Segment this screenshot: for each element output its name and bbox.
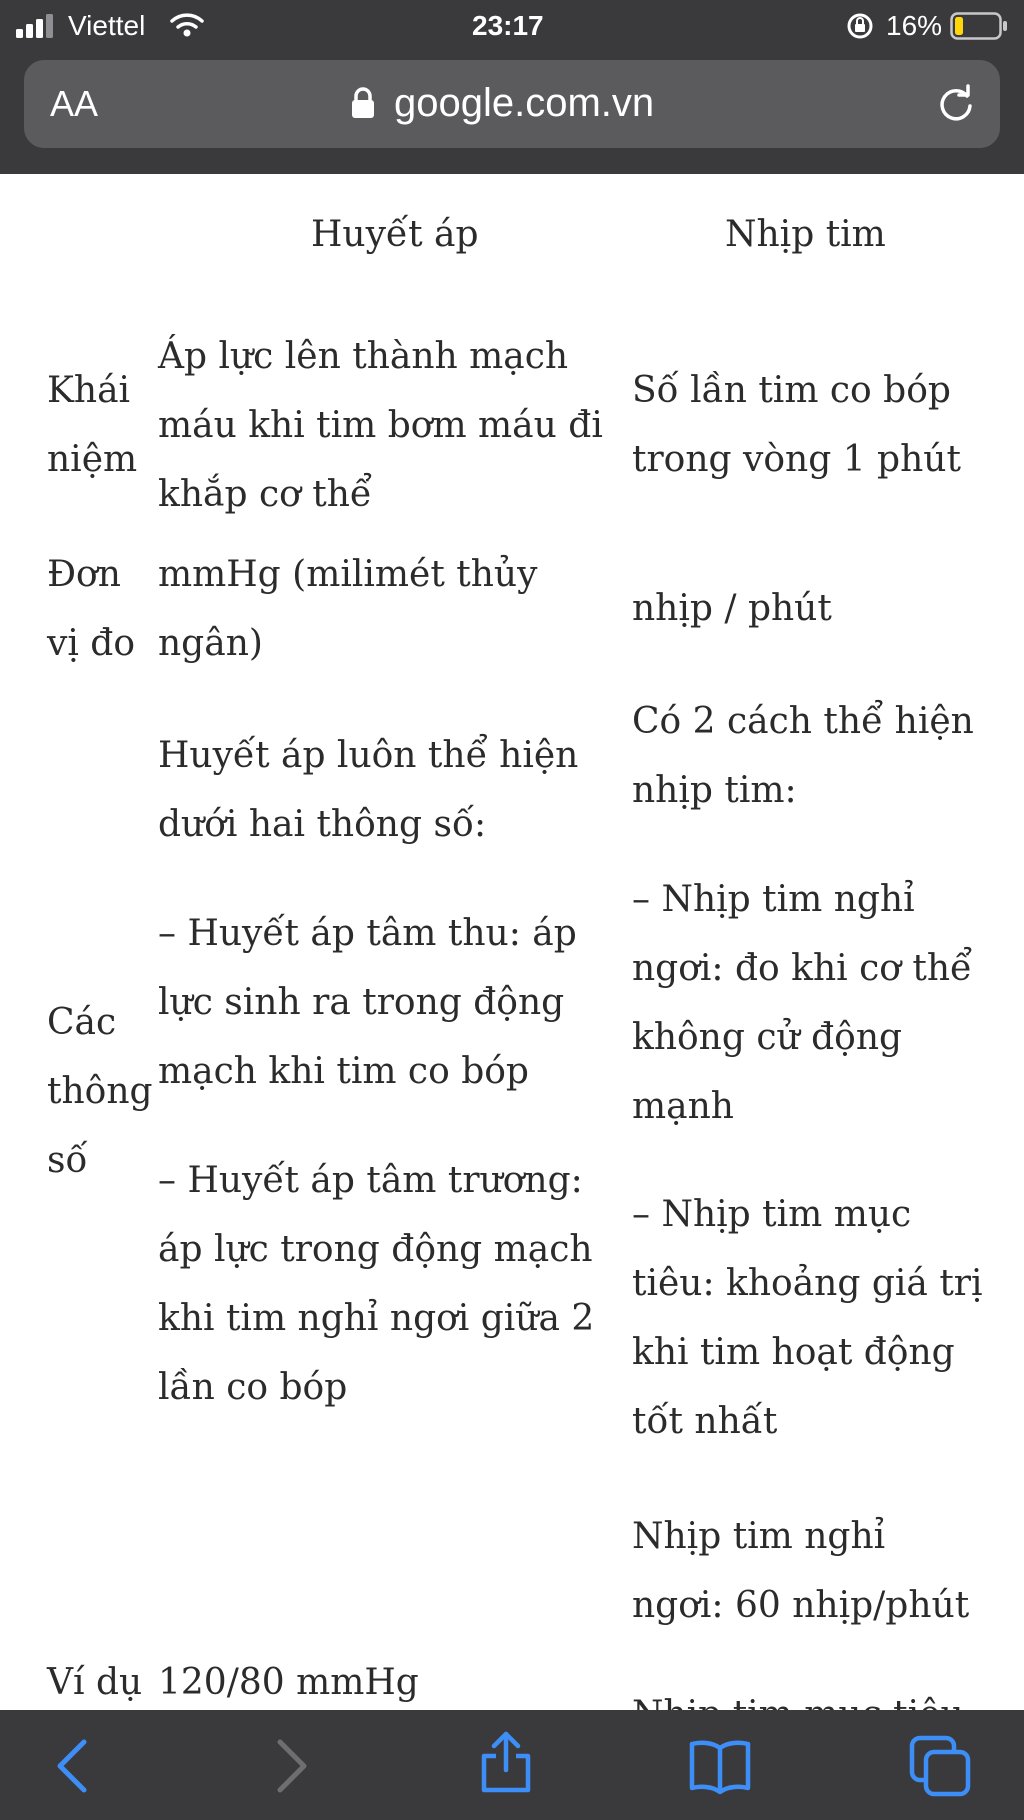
cell-concept-heart-rate: Số lần tim co bóp trong vòng 1 phút — [632, 370, 961, 480]
signal-icon — [16, 14, 58, 38]
status-bar — [0, 0, 1024, 52]
cell-example-heart-rate: Nhịp tim nghỉ ngơi: 60 nhịp/phút — [632, 1516, 970, 1626]
cell-parameters-bp-diastolic: – Huyết áp tâm trương: áp lực trong động mạch khi tim nghỉ ngơi giữa 2 lần co bóp — [158, 1160, 595, 1408]
wifi-icon — [170, 12, 204, 38]
cell-parameters-bp-systolic: – Huyết áp tâm thu: áp lực sinh ra trong động mạch khi tim co bóp — [158, 913, 577, 1092]
address-bar[interactable] — [24, 60, 1000, 148]
battery-percent: 16% — [886, 10, 943, 41]
row-label-parameters: Các thông số — [47, 1002, 153, 1181]
url-domain[interactable]: google.com.vn — [394, 81, 655, 125]
text-size-button[interactable]: AA — [50, 83, 99, 124]
row-label-concept: Khái niệm — [47, 370, 138, 480]
address-bar-area — [0, 52, 1024, 174]
header-blood-pressure: Huyết áp — [311, 214, 479, 255]
cell-unit-blood-pressure: mmHg (milimét thủy ngân) — [158, 554, 538, 664]
bottom-toolbar — [0, 1710, 1024, 1820]
cell-unit-heart-rate: nhịp / phút — [632, 588, 832, 629]
cell-parameters-hr-resting: – Nhịp tim nghỉ ngơi: đo khi cơ thể không cử động mạnh — [632, 879, 973, 1127]
tabs-icon[interactable] — [908, 1734, 972, 1798]
carrier-label: Viettel — [68, 10, 146, 41]
header-heart-rate: Nhịp tim — [725, 214, 886, 255]
battery-icon — [950, 12, 1008, 40]
forward-icon[interactable] — [256, 1734, 320, 1798]
share-icon[interactable] — [474, 1730, 538, 1794]
back-icon[interactable] — [44, 1734, 108, 1798]
cell-example-blood-pressure: 120/80 mmHg — [158, 1662, 419, 1703]
cell-parameters-hr-target: – Nhịp tim mục tiêu: khoảng giá trị khi tim hoạt động tốt nhất — [632, 1194, 983, 1442]
cell-concept-blood-pressure: Áp lực lên thành mạch máu khi tim bơm máu đi khắp cơ thể — [158, 336, 603, 515]
cell-parameters-hr-intro: Có 2 cách thể hiện nhịp tim: — [632, 701, 974, 811]
row-label-unit: Đơn vị đo — [47, 554, 136, 664]
rotation-lock-icon — [846, 12, 874, 40]
cell-parameters-bp-intro: Huyết áp luôn thể hiện dưới hai thông số: — [158, 735, 579, 845]
lock-icon — [350, 86, 376, 120]
clock: 23:17 — [472, 10, 544, 41]
web-content — [0, 174, 1024, 1710]
reload-icon[interactable] — [936, 84, 976, 124]
row-label-example: Ví dụ — [47, 1662, 143, 1703]
bookmarks-icon[interactable] — [688, 1734, 752, 1798]
